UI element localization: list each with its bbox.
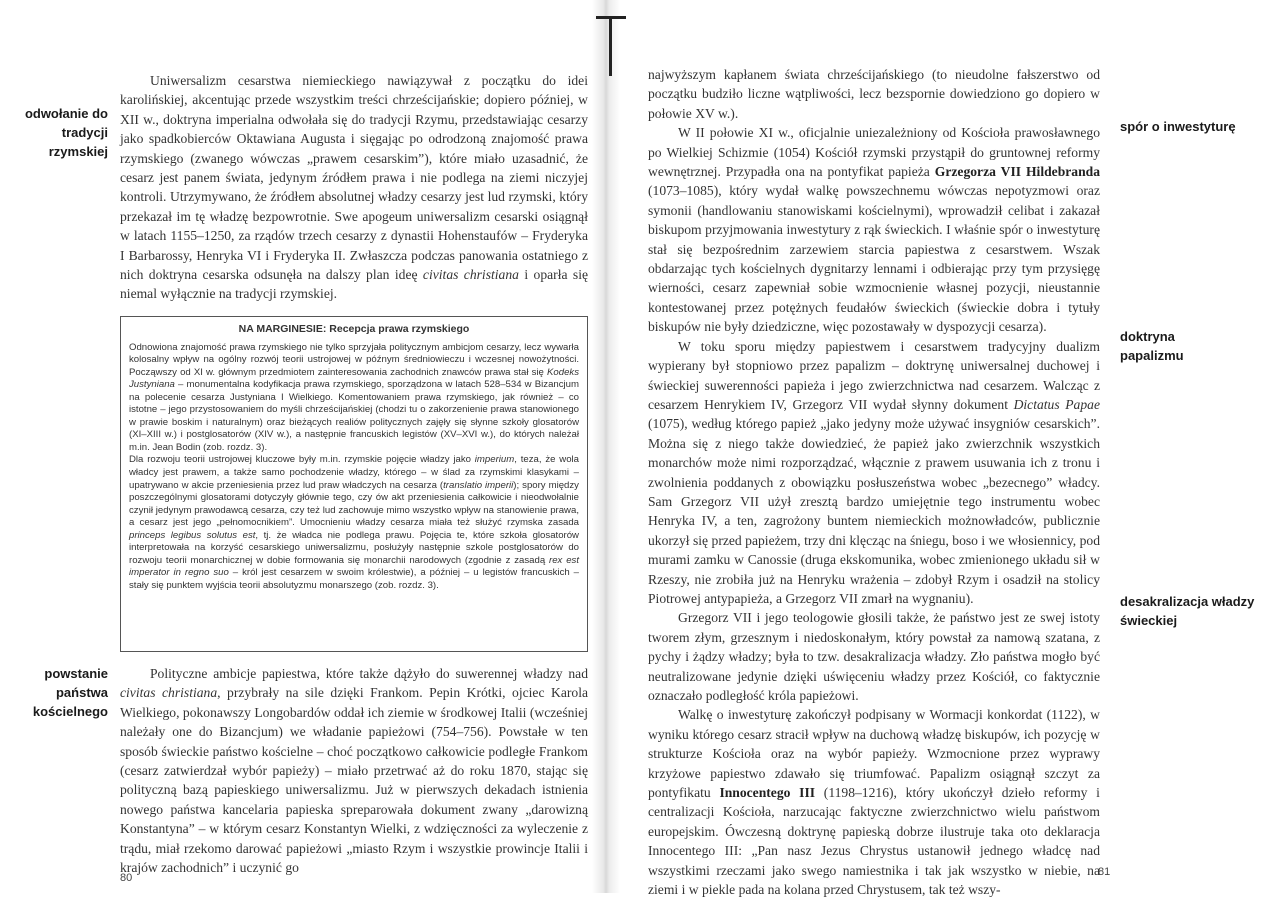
page-number-right: 81: [1098, 866, 1111, 878]
sidebar-paragraph-1: [129, 342, 579, 455]
text-span: ); spory między poszczególnymi glosatorami dotyczyły głównie tego, czy ów akt przeniesienia całkowicie i nieodwołalnie czynił jedynym prawodawcą cesarza, czy też lud zachowuje mimo wszystko wpływ na stanowienie prawa, a cesarz jest jego „pełnomocnikiem”. Umocnieniu władzy cesarza miała też służyć rzymska zasada: [129, 479, 579, 529]
text-span: Polityczne ambicje papiestwa, które także dążyło do suwerennej władzy nad: [150, 666, 588, 681]
italic-term: princeps legibus solutus est: [129, 529, 256, 541]
right-paragraph-4: Grzegorz VII i jego teologowie głosili także, że państwo jest ze swej istoty tworem złym, grzesznym i niedoskonałym, który powstał za namową szatana, z pychy i żądzy władzy; była to tzw. desakralizacja władzy. Zło państwa mogło być neutralizowane jedynie dzięki uświęceniu władzy przez Kościół, co faktycznie oznaczało podległość króla papieżowi.: [648, 610, 1100, 703]
margin-note-roman-tradition: odwołanie do tradycji rzymskiej: [24, 106, 108, 159]
sidebar-box-title: NA MARGINESIE: Recepcja prawa rzymskiego: [238, 323, 470, 335]
italic-term: civitas christiana: [120, 685, 218, 701]
book-gutter: [592, 0, 620, 893]
text-span: , teza, że wola władcy jest prawem, a także samo pochodzenie władzy, którego – w ślad za rzymskimi klasykami – upatrywano w akcie przeniesienia przez lud praw władczych na cesarza (: [129, 454, 579, 491]
text-span: i oparła się niemal wyłącznie na tradycji rzymskiej.: [120, 267, 589, 302]
left-paragraph-1: [120, 71, 588, 304]
text-span: (1073–1085), który wydał walkę powszechnemu wówczas nepotyzmowi oraz symonii (handlowaniu stanowiskami kościelnymi), wprowadził celibat i zakazał biskupom przyjmowania inwestytury z rąk świeckich. I właśnie spór o inwestyturę stał się bezpośrednim zarzewiem starcia papiestwa z cesarstwem. Wszak obdarzając tych kościelnych dygnitarzy lennami i odbierając przy tym przysięgę wierności, cesarz zapewniał sobie wzmocnienie własnej pozycji, nieustannie kontestowanej przez potężnych feudałów świeckich (świeckie dobra i tytuły biskupów nie były dziedziczne, więc pozostawały w dyspozycji cesarza).: [648, 183, 1100, 335]
text-span: Uniwersalizm cesarstwa niemieckiego nawiązywał z początku do idei karolińskiej, akcentując przede wszystkim treści chrześcijańskie; dopiero później, w XII w., doktryna imperialna odwołała się do tradycji Rzymu, przedstawiając cesarzy jako spadkobierców Oktawiana Augusta i sięgając po odrodzoną znajomość prawa rzymskiego (zwanego wówczas „prawem cesarskim”), które miało uzasadnić, że cesarz jest panem świata, jedynym źródłem prawa i nie podlega na ziemi niczyjej kontroli. Utrzymywano, że źródłem absolutnej władzy cesarzy jest lud rzymski, który przekazał im tę władzę bezpowrotnie. Swe apogeum uniwersalizm cesarski osiągnął w latach 1155–1250, za rządów trzech cesarzy z dynastii Hohenstaufów – Fryderyka I Barbarossy, Henryka VI i Fryderyka II. Zwłaszcza podczas panowania ostatniego z nich doktryna cesarska odsunęła na dalszy plan ideę: [120, 73, 588, 283]
right-paragraph-2: [648, 123, 1100, 336]
right-paragraph-3: [648, 337, 1100, 609]
text-span: Dla rozwoju teorii ustrojowej kluczowe były m.in. rzymskie pojęcie władzy jako: [129, 454, 471, 466]
margin-note-papal-state: powstanie państwa kościelnego: [32, 666, 108, 719]
text-span: Odnowiona znajomość prawa rzymskiego nie tylko sprzyjała politycznym ambicjom cesarzy, lecz wywarła kolosalny wpływ na ogólny rozwój teorii ustrojowej w późnym średniowieczu i wczesnej nowożytności. Począwszy od XI w. głównym przedmiotem zainteresowania zachodnich znawców prawa stał się: [129, 341, 579, 378]
text-span: (1075), według którego papież „jako jedyny może używać insygniów cesarskich”. Można się z niego także dowiedzieć, że papież jako zwierzchnik wszystkich monarchów może nimi rozporządzać, włącznie z prawem usuwania ich z tronu i zwolnienia poddanych z obowiązku posłuszeństwa wobec „bezecnego” władcy. Sam Grzegorz VII użył zresztą bardzo umiejętnie tego instrumentu wobec Henryka IV, a ten, zagrożony buntem niemieckich możnowładców, publicznie ukorzył się przed papieżem, trzy dni klęcząc na śniegu, boso i we włosiennicy, pod murami zamku w Canossie (druga ekskomunika, wobec zmienionego układu sił w Rzeszy, nie zrobiła już na Henryku wrażenia – zdobył Rzym i osadził na stolicy Piotrowej antypapieża, a Grzegorz VII zmarł na wygnaniu).: [648, 416, 1100, 606]
text-span: (1198–1216), który ukończył dzieło reformy i centralizacji Kościoła, narzucając faktyczne zwierzchnictwo wielu państwom europejskim. Ówczesną doktrynę papieską dobrze ilustruje taka oto deklaracja Innocentego III: „Pan nasz Jezus Chrystus ustanowił jednego władcę nad wszystkimi rzeczami jako swego namiestnika i tak jak wszystko w niebie, na ziemi i w piekle pada na kolana przed Chrystusem, tak też wszy-: [648, 785, 1100, 898]
left-paragraph-2: [120, 664, 588, 877]
bold-name: Innocentego III: [719, 785, 816, 801]
page-number-left: 80: [120, 872, 133, 884]
margin-note-desacralization: desakralizacja władzy świeckiej: [1120, 594, 1255, 628]
italic-term: Dictatus Papae: [1013, 396, 1100, 412]
margin-note-investiture: spór o inwestyturę: [1120, 119, 1236, 134]
italic-term: imperium: [474, 454, 515, 466]
italic-term: rex est imperator in regno suo: [129, 554, 580, 579]
italic-term: translatio imperii: [443, 479, 514, 491]
text-span: , przybrały na sile dzięki Frankom. Pepin Krótki, ojciec Karola Wielkiego, pokonawszy Longobardów oddał ich ziemie w środkowej Italii (wcześniej należały one do Bizancjum) we władanie papieżowi (754–756). Powstałe w ten sposób świeckie państwo kościelne – choć początkowo całkowicie podległe Frankom (cesarz zatwierdzał wybór papieży) – miało przetrwać aż do roku 1870, stając się polityczną bazą papieskiego uniwersalizmu. Już w pierwszych dekadach istnienia nowego państwa kancelaria papieska spreparowała dokument zwany „darowizną Konstantyna” – w którym cesarz Konstantyn Wielki, z wdzięczności za wyleczenie z trądu, miał rzekomo darować papieżowi „miasto Rzym i wszystkie prowincje Italii i krajów zachodnich” i uczynić go: [120, 685, 589, 876]
text-span: W II połowie XI w., oficjalnie uniezależniony od Kościoła prawosławnego po Wielkiej Schizmie (1054) Kościół rzymski przystąpił do gruntownej reformy wewnętrznej. Przypadła ona na pontyfikat papieża: [648, 125, 1100, 180]
text-span: Walkę o inwestyturę zakończył podpisany w Wormacji konkordat (1122), w wyniku którego cesarz stracił wpływ na duchową władzę biskupów, ich pozycję w strukturze Kościoła oraz na wybór papieży. Wzmocnione przez wyprawy krzyżowe papiestwo zdawało się triumfować. Papalizm osiągnął szczyt za pontyfikatu: [648, 707, 1100, 801]
bold-name: Grzegorza VII Hildebranda: [934, 164, 1101, 180]
italic-term: Kodeks Justyniana: [129, 366, 579, 391]
italic-term: civitas christiana: [422, 267, 519, 283]
sidebar-box: [120, 316, 588, 652]
right-paragraph-5: [648, 705, 1100, 899]
bookmark-marker-stem: [609, 16, 612, 76]
text-span: – król jest cesarzem w swoim królestwie), a później – u legistów francuskich – stały się punktem wyjścia teorii absolutyzmu monarszego (zob. rozdz. 3).: [129, 567, 579, 591]
right-paragraph-1: najwyższym kapłanem świata chrześcijańskiego (to nieudolne fałszerstwo od początku budziło liczne wątpliwości, lecz bezspornie dowiedziono go dopiero w połowie XV w.).: [648, 67, 1100, 121]
text-span: , tj. że władca nie podlega prawu. Pojęcia te, które szkoła glosatorów interpretowała na korzyść cesarskiego uniwersalizmu, posłużyły następnie szkole postglosatorów do rozwoju teorii monarchicznej w dobie formowania się monarchii narodowych (zgodnie z zasadą: [129, 529, 579, 566]
sidebar-paragraph-2: [129, 454, 579, 592]
text-span: W toku sporu między papiestwem i cesarstwem tradycyjny dualizm wypierany był stopniowo przez papalizm – doktrynę uniwersalnej duchowej i świeckiej suwerenności papieża i jego zwierzchnictwa nad cesarzem. Walcząc z cesarzem Henrykiem IV, Grzegorz VII wydał słynny dokument: [648, 338, 1100, 412]
margin-note-papalism: doktryna papalizmu: [1120, 329, 1184, 363]
right-text-column: [648, 65, 1100, 899]
text-span: – monumentalna kodyfikacja prawa rzymskiego, sporządzona w latach 528–534 w Bizancjum na polecenie cesarza Justyniana I Wielkiego. Komentowaniem prawa rzymskiego, jak również – co istotne – jego przystosowaniem do myśli chrześcijańskiej (chodzi tu o zakorzenienie prawa stanowionego w prawie boskim i naturalnym) oraz bieżących realiów politycznych zajęły się słynne szkoły glosatorów (XI–XIII w.) i postglosatorów (XIV w.), a następnie francuskich legistów (XV–XVI w.), do których należał m.in. Jean Bodin (zob. rozdz. 3).: [129, 379, 580, 453]
